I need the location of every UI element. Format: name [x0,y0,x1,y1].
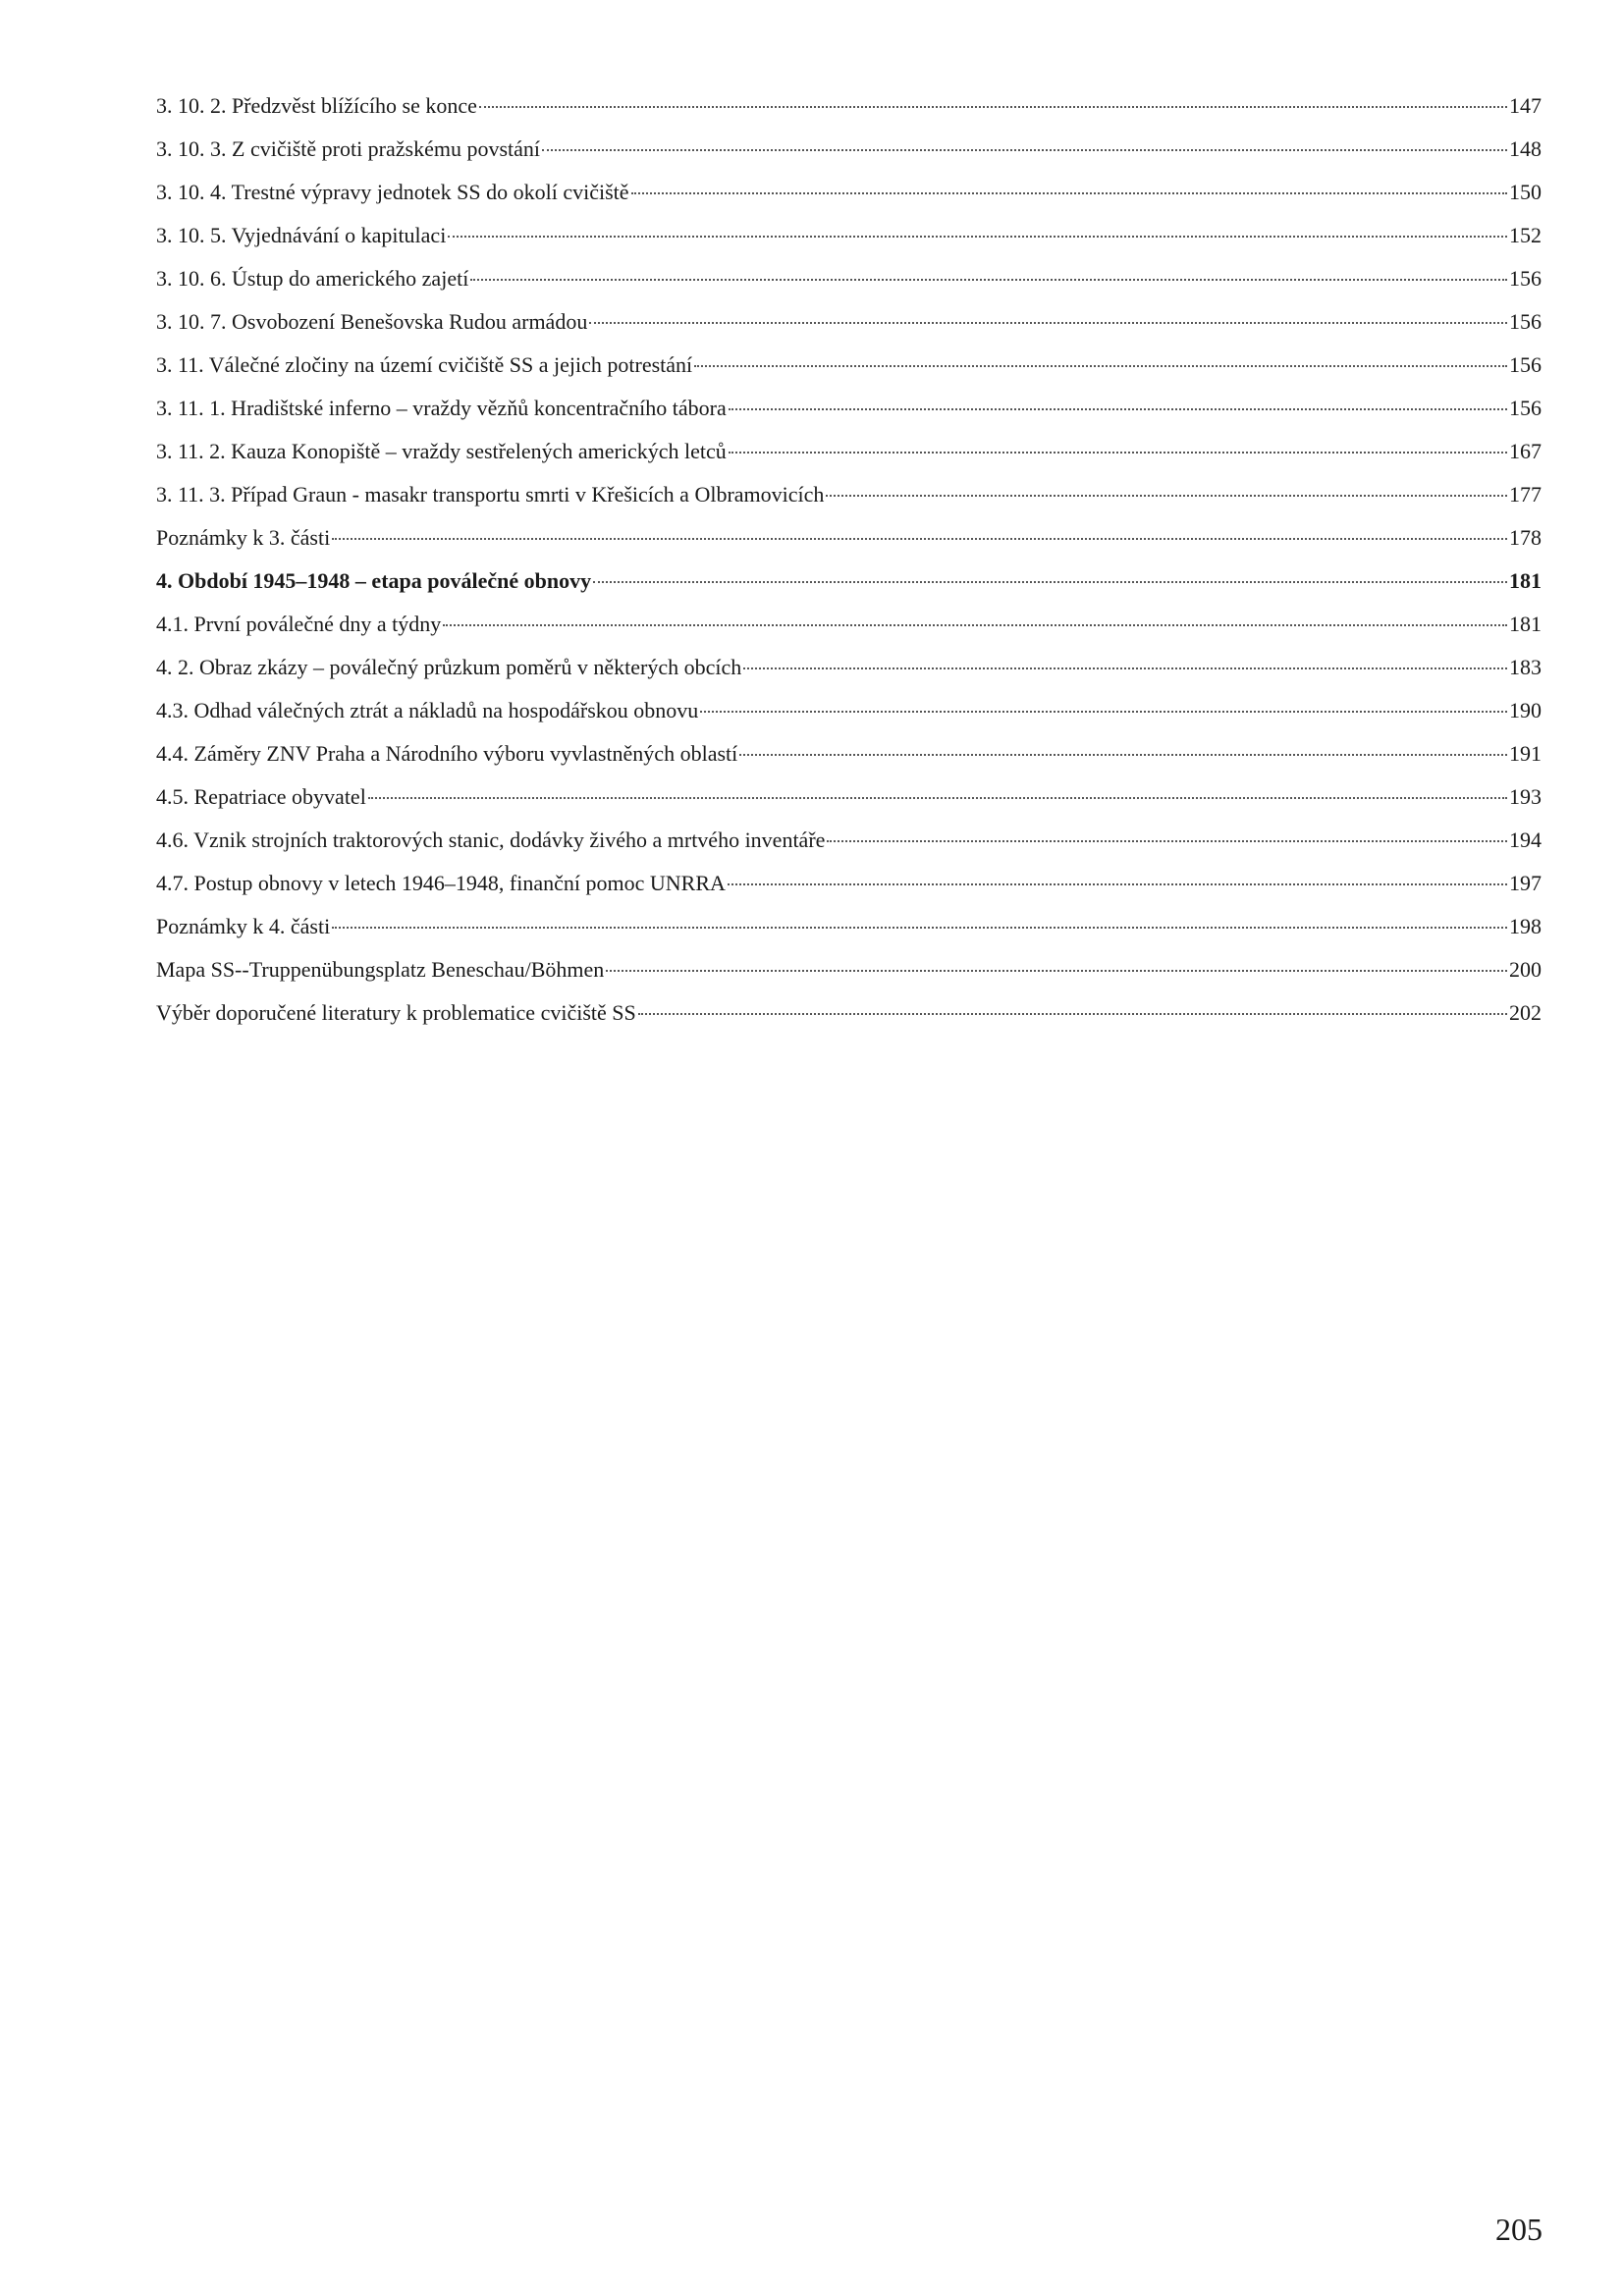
toc-entry [156,257,1542,300]
toc-entry-page: 156 [1509,352,1542,377]
toc-dot-leader [606,970,1507,972]
toc-entry-page: 177 [1509,482,1542,507]
toc-entry-title: 4. Období 1945–1948 – etapa poválečné obnovy [156,568,592,593]
toc-entry-page: 197 [1509,871,1542,895]
toc-entry [156,689,1542,732]
toc-dot-leader [479,106,1507,108]
toc-entry-page: 156 [1509,396,1542,420]
toc-dot-leader [470,279,1507,281]
page-number: 205 [1495,2212,1543,2247]
toc-entry-title: Poznámky k 3. části [156,525,331,550]
toc-entry-title: 3. 11. 3. Případ Graun - masakr transportu smrti v Křešicích a Olbramovicích [156,482,825,507]
table-of-contents [156,84,1542,1035]
toc-entry-page: 183 [1509,655,1542,679]
toc-entry-page: 178 [1509,525,1542,550]
toc-entry-title: 4.4. Záměry ZNV Praha a Národního výboru vyvlastněných oblastí [156,741,738,766]
toc-dot-leader [826,495,1507,497]
toc-entry-title: 3. 11. 1. Hradištské inferno – vraždy vězňů koncentračního tábora [156,396,727,420]
toc-entry-page: 148 [1509,136,1542,161]
toc-entry [156,991,1542,1035]
toc-entry-title: 4.3. Odhad válečných ztrát a nákladů na hospodářskou obnovu [156,698,699,722]
toc-entry-page: 152 [1509,223,1542,247]
toc-entry-page: 193 [1509,784,1542,809]
toc-dot-leader [638,1013,1507,1015]
toc-entry [156,387,1542,430]
toc-dot-leader [743,667,1507,669]
toc-entry-page: 198 [1509,914,1542,938]
toc-entry-title: 3. 11. 2. Kauza Konopiště – vraždy sestřelených amerických letců [156,439,727,463]
toc-entry-title: 3. 10. 7. Osvobození Benešovska Rudou armádou [156,309,588,334]
toc-entry [156,819,1542,862]
toc-entry-title: 3. 11. Válečné zločiny na území cvičiště SS a jejich potrestání [156,352,693,377]
toc-entry [156,171,1542,214]
toc-entry [156,214,1542,257]
toc-entry-page: 194 [1509,828,1542,852]
toc-entry [156,516,1542,560]
toc-entry-page: 167 [1509,439,1542,463]
toc-entry-title: 3. 10. 6. Ústup do amerického zajetí [156,266,469,291]
toc-entry-page: 156 [1509,309,1542,334]
toc-dot-leader [593,581,1507,583]
toc-dot-leader [739,754,1507,756]
toc-entry [156,775,1542,819]
toc-dot-leader [332,538,1507,540]
toc-entry [156,646,1542,689]
toc-dot-leader [700,711,1507,713]
toc-entry-page: 150 [1509,180,1542,204]
toc-entry [156,128,1542,171]
toc-entry-title: 3. 10. 4. Trestné výpravy jednotek SS do okolí cvičiště [156,180,629,204]
toc-entry-page: 202 [1509,1000,1542,1025]
toc-entry-title: 4.5. Repatriace obyvatel [156,784,366,809]
toc-entry [156,862,1542,905]
toc-dot-leader [729,408,1507,410]
toc-dot-leader [443,624,1507,626]
toc-entry-title: 4.7. Postup obnovy v letech 1946–1948, finanční pomoc UNRRA [156,871,726,895]
toc-dot-leader [729,452,1507,454]
toc-entry-title: 4. 2. Obraz zkázy – poválečný průzkum poměrů v některých obcích [156,655,742,679]
toc-dot-leader [589,322,1507,324]
toc-dot-leader [368,797,1507,799]
toc-entry-title: Výběr doporučené literatury k problematice cvičiště SS [156,1000,636,1025]
toc-entry-title: 4.6. Vznik strojních traktorových stanic, dodávky živého a mrtvého inventáře [156,828,826,852]
toc-entry-title: 3. 10. 5. Vyjednávání o kapitulaci [156,223,447,247]
toc-entry-page: 190 [1509,698,1542,722]
toc-dot-leader [694,365,1507,367]
toc-entry [156,344,1542,387]
toc-entry-page: 147 [1509,93,1542,118]
toc-dot-leader [728,883,1507,885]
toc-entry [156,473,1542,516]
toc-dot-leader [827,840,1507,842]
toc-entry [156,905,1542,948]
toc-dot-leader [448,236,1507,238]
toc-entry-title: 3. 10. 2. Předzvěst blížícího se konce [156,93,477,118]
toc-entry [156,948,1542,991]
toc-entry-title: 4.1. První poválečné dny a týdny [156,612,442,636]
toc-entry-title: Mapa SS--Truppenübungsplatz Beneschau/Böhmen [156,957,605,982]
toc-entry [156,560,1542,603]
toc-entry-page: 181 [1509,612,1542,636]
toc-entry [156,603,1542,646]
toc-entry [156,300,1542,344]
toc-entry [156,732,1542,775]
toc-dot-leader [631,192,1507,194]
toc-entry-title: 3. 10. 3. Z cvičiště proti pražskému povstání [156,136,541,161]
toc-entry [156,84,1542,128]
toc-entry-page: 156 [1509,266,1542,291]
toc-entry-page: 200 [1509,957,1542,982]
toc-entry-title: Poznámky k 4. části [156,914,331,938]
toc-entry-page: 181 [1509,568,1542,593]
toc-dot-leader [332,927,1507,929]
toc-entry-page: 191 [1509,741,1542,766]
toc-dot-leader [542,149,1507,151]
toc-entry [156,430,1542,473]
